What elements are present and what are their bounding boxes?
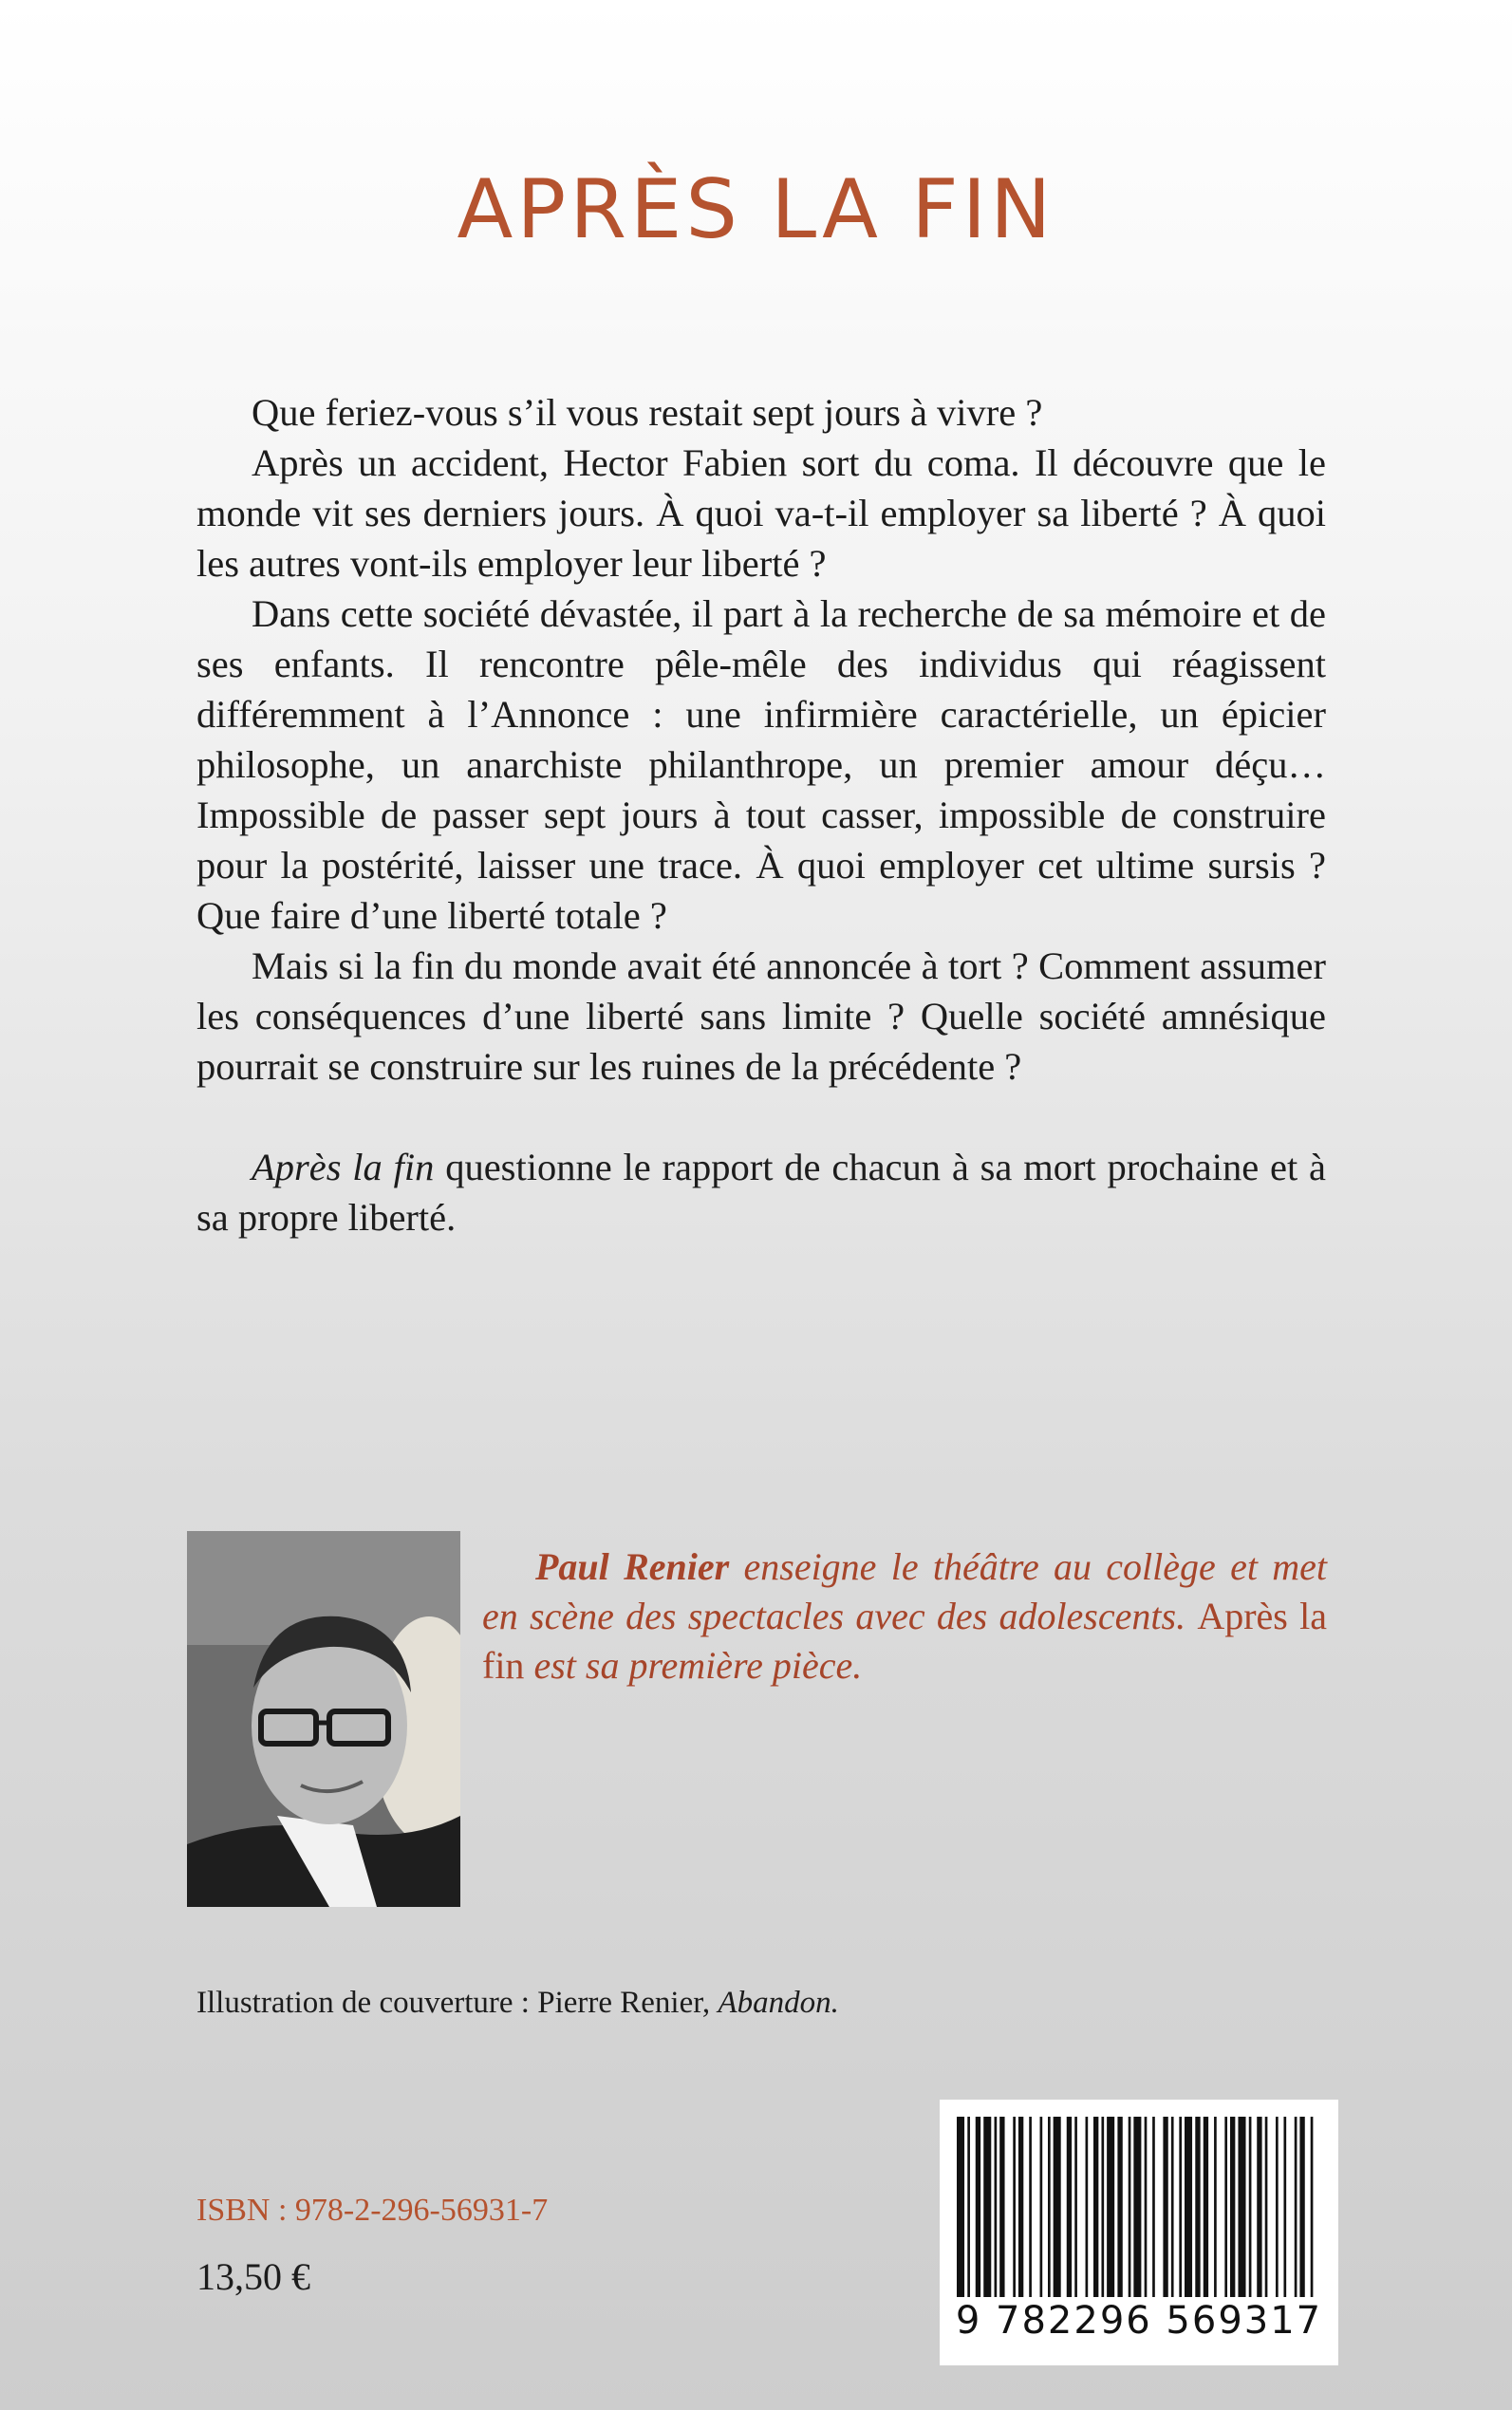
blurb-paragraph-3: Dans cette société dévastée, il part à la recherche de sa mémoire et de ses enfants. Il rencontre pêle-mêle des individus qui réagissent différemment à l’Annonce : une infirmière caractérielle, un épicier philosophe, un anarchiste philanthrope, un premier amour déçu… Impossible de passer sept jours à tout casser, impossible de construire pour la postérité, laisser une trace. À quoi employer cet ultime sursis ? Que faire d’une liberté totale ? (196, 592, 1326, 937)
barcode-bar (1152, 2117, 1155, 2297)
isbn-number: ISBN : 978-2-296-56931-7 (196, 2193, 549, 2228)
barcode-bar (999, 2117, 1004, 2297)
barcode-bar (1040, 2117, 1043, 2297)
barcode-bars (957, 2117, 1321, 2297)
barcode-bar (1185, 2117, 1192, 2297)
barcode-bar (1195, 2117, 1200, 2297)
author-bio (482, 1542, 1327, 1691)
blurb-paragraph-1: Que feriez-vous s’il vous restait sept jours à vivre ? (252, 391, 1043, 434)
barcode-bar (1163, 2117, 1167, 2297)
blurb-closing-paragraph (196, 1142, 1326, 1242)
credit-label: Illustration de couverture : Pierre Renier, (196, 1986, 719, 2020)
barcode-bar (1230, 2117, 1235, 2297)
barcode-bar (1265, 2117, 1268, 2297)
barcode-digits: 9 782296 569317 (955, 2299, 1323, 2343)
credit-work-title: Abandon. (718, 1986, 839, 2020)
barcode-bar (1238, 2117, 1245, 2297)
barcode-bar (1093, 2117, 1098, 2297)
barcode-bar (1224, 2117, 1227, 2297)
barcode-bar (1086, 2117, 1089, 2297)
author-bio-book-title: Après la fin (482, 1595, 1327, 1687)
closing-book-title: Après la fin (252, 1146, 435, 1188)
barcode-bar (1013, 2117, 1016, 2297)
author-name: Paul Renier (535, 1545, 730, 1588)
barcode-bar (1133, 2117, 1141, 2297)
barcode-bar (967, 2117, 970, 2297)
author-bio-text-2: est sa première pièce. (524, 1644, 863, 1687)
barcode-bar (1171, 2117, 1174, 2297)
barcode-bar (995, 2117, 998, 2297)
barcode-bar (1295, 2117, 1297, 2297)
barcode-bar (1249, 2117, 1252, 2297)
cover-illustration-credit (196, 1986, 839, 2021)
barcode-bar (1117, 2117, 1122, 2297)
barcode-bar (1107, 2117, 1114, 2297)
barcode-bar (1029, 2117, 1032, 2297)
barcode-bar (1129, 2117, 1131, 2297)
barcode-bar (1074, 2117, 1077, 2297)
barcode-bar (1299, 2117, 1304, 2297)
blurb-paragraph-4: Mais si la fin du monde avait été annoncée à tort ? Comment assumer les conséquences d’une liberté sans limite ? Quelle société amnésique pourrait se construire sur les ruines de la précédente ? (196, 944, 1326, 1088)
barcode-bar (1257, 2117, 1261, 2297)
author-portrait-illustration (187, 1531, 460, 1907)
barcode-bar (1018, 2117, 1023, 2297)
closing-text: questionne le rapport de chacun à sa mort prochaine et à sa propre liberté. (196, 1146, 1327, 1239)
author-portrait-photo (187, 1531, 460, 1907)
barcode-bar (1283, 2117, 1286, 2297)
barcode-bar (1179, 2117, 1182, 2297)
barcode-bar (957, 2117, 964, 2297)
book-title: APRÈS LA FIN (457, 162, 1055, 257)
barcode-bar (976, 2117, 980, 2297)
back-cover-blurb (196, 387, 1326, 1242)
barcode-bar (1145, 2117, 1148, 2297)
barcode-bar (1276, 2117, 1279, 2297)
barcode-bar (1067, 2117, 1072, 2297)
barcode-bar (1311, 2117, 1314, 2297)
barcode-bar (1204, 2117, 1208, 2297)
barcode-bar (983, 2117, 991, 2297)
barcode-bar (1048, 2117, 1051, 2297)
barcode-bar (1214, 2117, 1217, 2297)
barcode-bar (1101, 2117, 1104, 2297)
blurb-paragraph-2: Après un accident, Hector Fabien sort du coma. Il découvre que le monde vit ses derniers jours. À quoi va-t-il employer sa liberté ? À quoi les autres vont-ils employer leur liberté ? (196, 441, 1326, 585)
book-price: 13,50 € (196, 2255, 310, 2298)
barcode (940, 2100, 1338, 2365)
barcode-bar (1054, 2117, 1061, 2297)
author-bio-text-1: enseigne le théâtre au collège et met en scène des spectacles avec des adolescents. (482, 1545, 1328, 1637)
